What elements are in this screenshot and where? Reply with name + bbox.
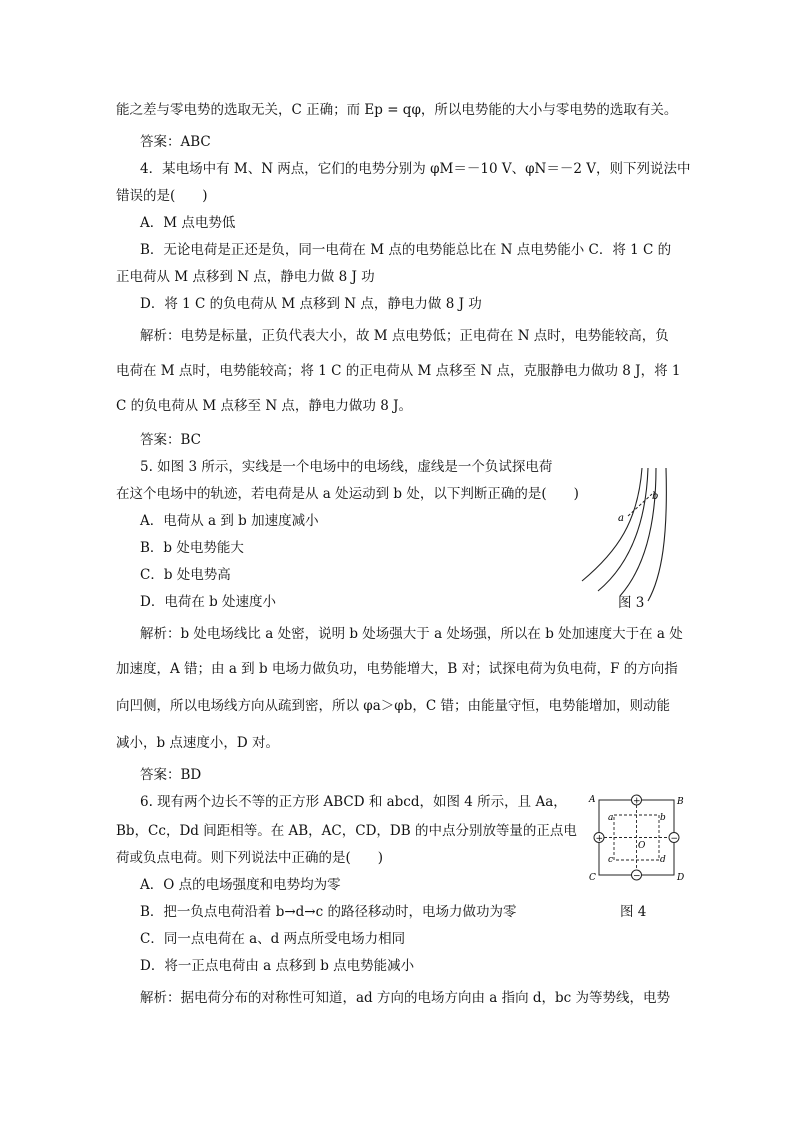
- question-5-stem-cont: 在这个电场中的轨迹，若电荷是从 a 处运动到 b 处，以下判断正确的是( ): [116, 486, 579, 502]
- question-4-option-b-cont: 正电荷从 M 点移到 N 点，静电力做 8 J 功: [116, 269, 375, 285]
- explanation-5-line: 向凹侧，所以电场线方向从疏到密，所以 φa＞φb，C 错；由能量守恒，电势能增加，则动能: [116, 698, 671, 714]
- question-5-stem: 5. 如图 3 所示，实线是一个电场中的电场线，虚线是一个负试探电荷: [140, 459, 553, 475]
- question-4-stem-cont: 错误的是( ): [116, 188, 208, 204]
- question-6-option-d: D．将一正点电荷由 a 点移到 b 点电势能减小: [140, 958, 415, 974]
- charge-bottom-sign: −: [633, 871, 641, 882]
- explanation-5-line: 解析：b 处电场线比 a 处密，说明 b 处场强大于 a 处场强，所以在 b 处加速度大于在 a 处: [140, 626, 683, 642]
- question-5-option-a: A．电荷从 a 到 b 加速度减小: [140, 513, 319, 529]
- label-C: C: [589, 873, 596, 883]
- answer-line: 答案：BD: [140, 767, 202, 783]
- question-6-stem-cont: Bb，Cc，Dd 间距相等。在 AB，AC，CD，DB 的中点分别放等量的正点电: [116, 823, 577, 839]
- label-b: b: [660, 813, 666, 823]
- figure-4-squares: [584, 790, 694, 886]
- charge-left-sign: +: [595, 834, 604, 844]
- question-6-stem-cont: 荷或负点电荷。则下列说法中正确的是( ): [116, 850, 384, 866]
- question-5-option-c: C．b 处电势高: [140, 567, 231, 583]
- charge-top-sign: +: [633, 796, 641, 807]
- label-a: a: [608, 813, 614, 823]
- label-O: O: [638, 841, 646, 851]
- label-A: A: [589, 795, 596, 805]
- explanation-4-line: 解析：电势是标量，正负代表大小，故 M 点电势低；正电荷在 N 点时，电势能较高，负: [140, 328, 669, 344]
- question-6-option-a: A．O 点的电场强度和电势均为零: [140, 877, 341, 893]
- field-line: [598, 468, 648, 591]
- field-line: [582, 468, 642, 581]
- explanation-4-line: 电荷在 M 点时，电势能较高；将 1 C 的正电荷从 M 点移至 N 点，克服静电力做功 8 J，将 1: [116, 363, 681, 379]
- explanation-4-line: C 的负电荷从 M 点移至 N 点，静电力做功 8 J。: [116, 398, 413, 414]
- question-4-option-b: B．无论电荷是正还是负，同一电荷在 M 点的电势能总比在 N 点电势能小 C．将 1 C 的: [140, 242, 672, 258]
- field-line: [620, 468, 659, 596]
- question-6-option-b: B．把一负点电荷沿着 b→d→c 的路径移动时，电场力做功为零: [140, 904, 517, 920]
- question-4-stem: 4．某电场中有 M、N 两点，它们的电势分别为 φM＝－10 V、φN＝－2 V，则下列说法中: [140, 161, 691, 177]
- question-5-option-b: B．b 处电势能大: [140, 540, 244, 556]
- label-d: d: [660, 855, 666, 865]
- field-line: [648, 468, 666, 601]
- figure-3-caption: 图 3: [618, 595, 645, 611]
- question-4-option-a: A．M 点电势低: [140, 215, 236, 231]
- answer-line: 答案：ABC: [140, 134, 211, 150]
- text-line: 能之差与零电势的选取无关，C 正确；而 Ep = qφ，所以电势能的大小与零电势的选取有关。: [116, 102, 678, 118]
- trajectory-dashed: [628, 494, 652, 516]
- explanation-5-line: 减小，b 点速度小，D 对。: [116, 735, 280, 751]
- question-6-stem: 6. 现有两个边长不等的正方形 ABCD 和 abcd，如图 4 所示，且 Aa，: [140, 794, 567, 810]
- charge-right-sign: −: [670, 834, 679, 844]
- question-4-option-d: D．将 1 C 的负电荷从 M 点移到 N 点，静电力做 8 J 功: [140, 296, 482, 312]
- answer-line: 答案：BC: [140, 432, 202, 448]
- question-6-option-c: C．同一点电荷在 a、d 两点所受电场力相同: [140, 931, 406, 947]
- label-D: D: [677, 873, 685, 883]
- figure-4-caption: 图 4: [620, 904, 647, 920]
- label-B: B: [677, 797, 684, 807]
- question-5-option-d: D．电荷在 b 处速度小: [140, 594, 277, 610]
- explanation-6-line: 解析：据电荷分布的对称性可知道，ad 方向的电场方向由 a 指向 d，bc 为等势线，电势: [140, 990, 671, 1006]
- point-a-label: a: [618, 513, 624, 524]
- point-b-label: b: [652, 491, 659, 502]
- label-c: c: [608, 855, 614, 865]
- explanation-5-line: 加速度，A 错；由 a 到 b 电场力做负功，电势能增大，B 对；试探电荷为负电荷，F 的方向指: [116, 661, 678, 677]
